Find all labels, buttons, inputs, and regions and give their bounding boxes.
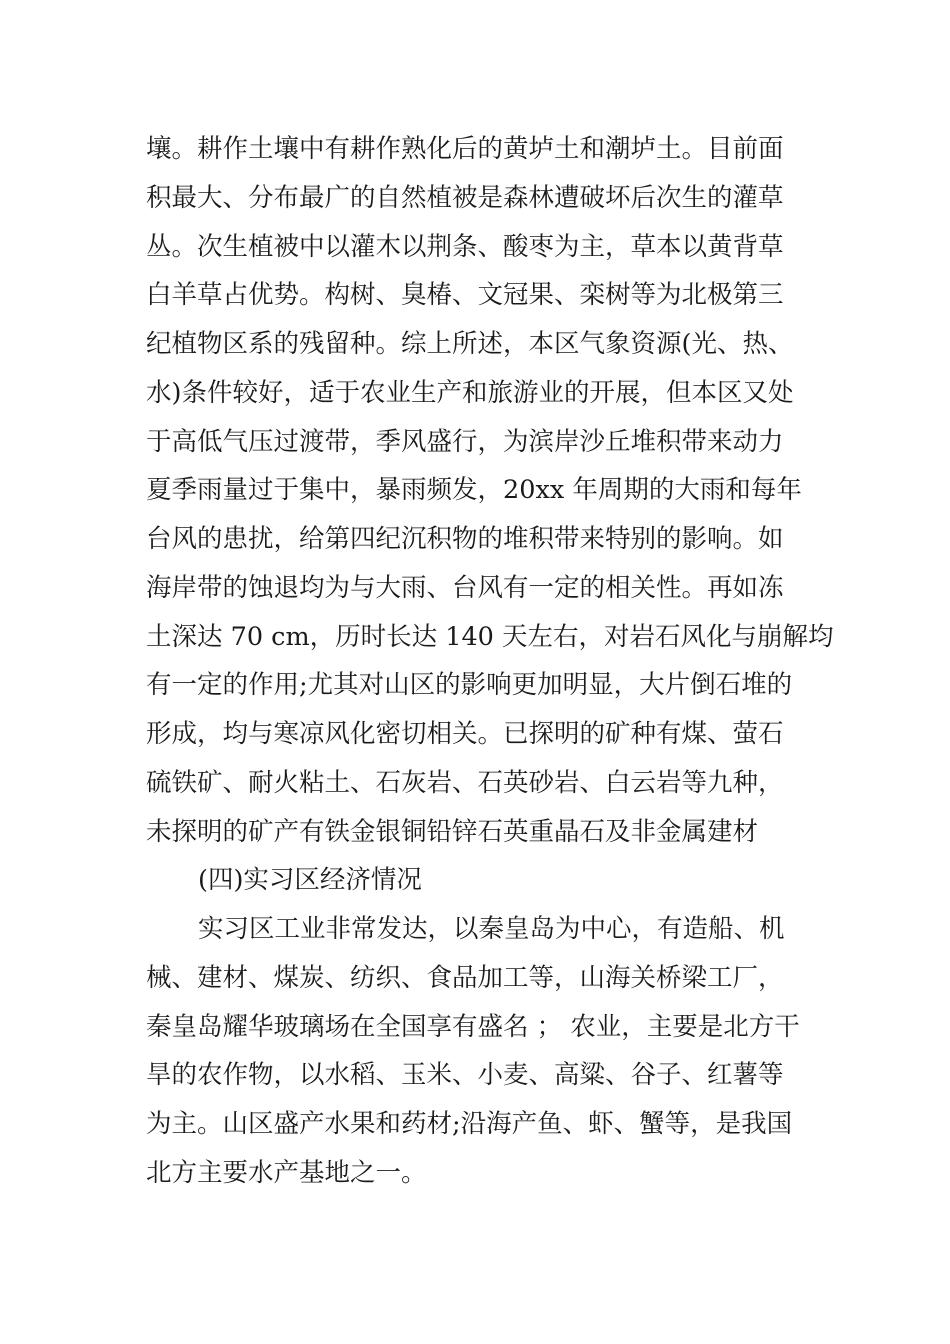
paragraph-line: 夏季雨量过于集中，暴雨频发，20xx 年周期的大雨和每年 bbox=[146, 475, 802, 505]
paragraph-line: 海岸带的蚀退均为与大雨、台风有一定的相关性。再如冻 bbox=[146, 573, 784, 603]
paragraph-line: 未探明的矿产有铁金银铜铅锌石英重晶石及非金属建材 bbox=[146, 817, 759, 847]
section-heading: (四)实习区经济情况 bbox=[198, 865, 422, 895]
paragraph-line: 丛。次生植被中以灌木以荆条、酸枣为主，草本以黄背草 bbox=[146, 232, 784, 262]
paragraph-line: 白羊草占优势。构树、臭椿、文冠果、栾树等为北极第三 bbox=[146, 280, 784, 310]
paragraph-line: 实习区工业非常发达，以秦皇岛为中心，有造船、机 bbox=[198, 914, 785, 944]
paragraph-line: 械、建材、煤炭、纺织、食品加工等，山海关桥梁工厂， bbox=[146, 963, 784, 993]
paragraph-line: 台风的患扰，给第四纪沉积物的堆积带来特别的影响。如 bbox=[146, 524, 784, 554]
paragraph-line: 积最大、分布最广的自然植被是森林遭破坏后次生的灌草 bbox=[146, 183, 784, 213]
paragraph-line: 土深达 70 cm，历时长达 140 天左右，对岩石风化与崩解均 bbox=[146, 622, 834, 652]
paragraph-line: 纪植物区系的残留种。综上所述，本区气象资源(光、热、 bbox=[146, 329, 794, 359]
paragraph-line: 为主。山区盛产水果和药材;沿海产鱼、虾、蟹等，是我国 bbox=[146, 1109, 793, 1139]
paragraph-line: 北方主要水产基地之一。 bbox=[146, 1158, 427, 1188]
paragraph-line: 硫铁矿、耐火粘土、石灰岩、石英砂岩、白云岩等九种， bbox=[146, 768, 784, 798]
paragraph-line: 壤。耕作土壤中有耕作熟化后的黄垆土和潮垆土。目前面 bbox=[146, 134, 784, 164]
paragraph-line: 秦皇岛耀华玻璃场在全国享有盛名 ； 农业，主要是北方干 bbox=[146, 1012, 800, 1042]
paragraph-line: 有一定的作用;尤其对山区的影响更加明显，大片倒石堆的 bbox=[146, 670, 793, 700]
paragraph-line: 水)条件较好，适于农业生产和旅游业的开展，但本区又处 bbox=[146, 378, 794, 408]
paragraph-line: 旱的农作物，以水稻、玉米、小麦、高粱、谷子、红薯等 bbox=[146, 1060, 784, 1090]
paragraph-line: 形成，均与寒凉风化密切相关。已探明的矿种有煤、萤石 bbox=[146, 719, 784, 749]
paragraph-line: 于高低气压过渡带，季风盛行，为滨岸沙丘堆积带来动力 bbox=[146, 427, 784, 457]
